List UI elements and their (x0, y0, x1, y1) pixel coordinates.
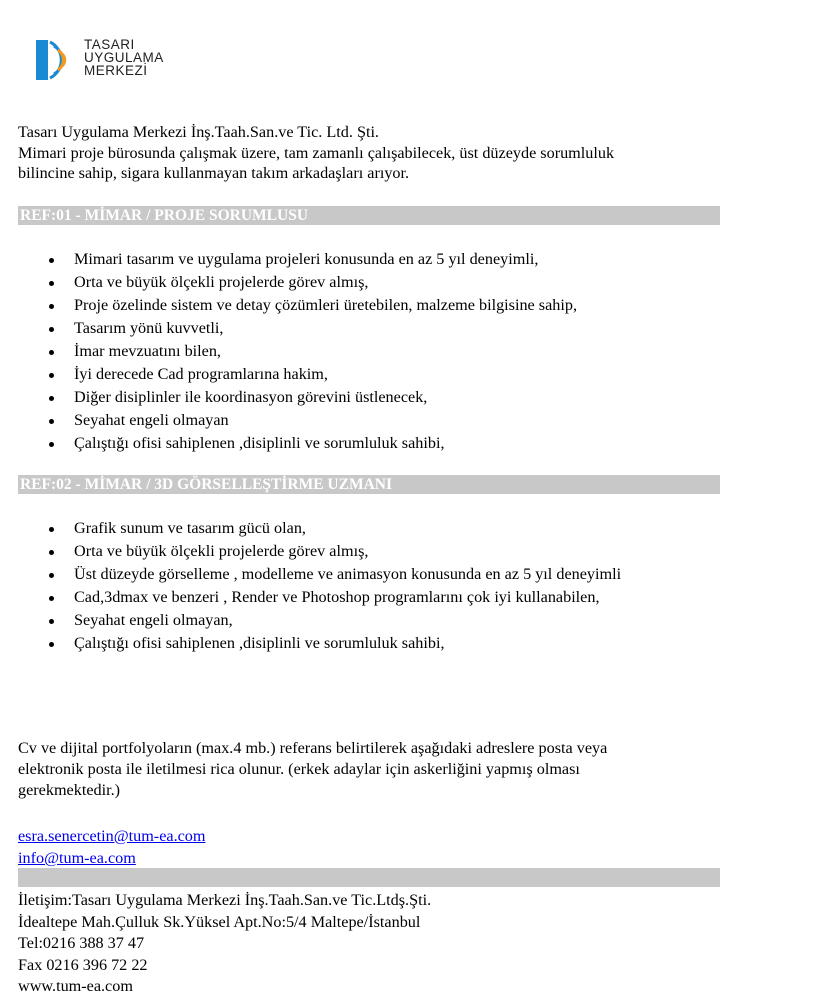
list-item: Diğer disiplinler ile koordinasyon görevini üstlenecek, (18, 386, 577, 409)
company-name: Tasarı Uygulama Merkezi İnş.Taah.San.ve Tic. Ltd. Şti. (18, 123, 379, 141)
instruction-line: elektronik posta ile iletilmesi rica olunur. (erkek adaylar için askerliğini yapmış olması (18, 760, 580, 778)
instruction-line: Cv ve dijital portfolyoların (max.4 mb.) referans belirtilerek aşağıdaki adreslere posta veya (18, 739, 608, 757)
instruction-line: gerekmektedir.) (18, 781, 121, 799)
contact-phone: Tel:0216 388 37 47 (18, 934, 145, 952)
logo-line: TASARI (84, 37, 135, 52)
intro-paragraph (18, 122, 738, 184)
section-heading-text: REF:02 - MİMAR / 3D GÖRSELLEŞTİRME UZMANI (20, 476, 393, 493)
contact-company: İletişim:Tasarı Uygulama Merkezi İnş.Taah.San.ve Tic.Ltdş.Şti. (18, 891, 432, 909)
list-item: İmar mevzuatını bilen, (18, 340, 577, 363)
section-heading-ref02 (18, 475, 720, 494)
contact-address: İdealtepe Mah.Çulluk Sk.Yüksel Apt.No:5/4 Maltepe/İstanbul (18, 912, 421, 931)
logo-mark-icon (36, 38, 80, 82)
list-item: Orta ve büyük ölçekli projelerde görev almış, (18, 271, 577, 294)
company-logo (36, 38, 186, 84)
contact-website: www.tum-ea.com (18, 977, 133, 995)
email-link-info[interactable]: info@tum-ea.com (18, 849, 136, 867)
list-item: Çalıştığı ofisi sahiplenen ,disiplinli ve sorumluluk sahibi, (18, 632, 621, 655)
email-link-esra[interactable]: esra.senercetin@tum-ea.com (18, 827, 206, 845)
list-item: Çalıştığı ofisi sahiplenen ,disiplinli ve sorumluluk sahibi, (18, 432, 577, 455)
application-instructions (18, 738, 738, 801)
list-item: Üst düzeyde görselleme , modelleme ve animasyon konusunda en az 5 yıl deneyimli (18, 563, 621, 586)
intro-line: Mimari proje bürosunda çalışmak üzere, tam zamanlı çalışabilecek, üst düzeyde sorumluluk (18, 143, 615, 162)
list-item: Grafik sunum ve tasarım gücü olan, (18, 517, 621, 540)
logo-line: MERKEZİ (84, 63, 148, 78)
intro-line: bilincine sahip, sigara kullanmayan takım arkadaşları arıyor. (18, 164, 410, 182)
list-item: Proje özelinde sistem ve detay çözümleri üretebilen, malzeme bilgisine sahip, (18, 294, 577, 317)
requirements-list-ref01 (18, 248, 577, 455)
section-heading-ref01 (18, 206, 720, 225)
email-links (18, 825, 205, 869)
list-item: Seyahat engeli olmayan, (18, 609, 621, 632)
section-heading-text: REF:01 - MİMAR / PROJE SORUMLUSU (20, 207, 309, 224)
list-item: Orta ve büyük ölçekli projelerde görev almış, (18, 540, 621, 563)
logo-line: UYGULAMA (84, 50, 164, 65)
list-item: Cad,3dmax ve benzeri , Render ve Photoshop programlarını çok iyi kullanabilen, (18, 586, 621, 609)
list-item: İyi derecede Cad programlarına hakim, (18, 363, 577, 386)
list-item: Tasarım yönü kuvvetli, (18, 317, 577, 340)
logo-wordmark (84, 38, 164, 77)
list-item: Mimari tasarım ve uygulama projeleri konusunda en az 5 yıl deneyimli, (18, 248, 577, 271)
divider-bar (18, 868, 720, 887)
contact-info (18, 890, 431, 998)
requirements-list-ref02 (18, 517, 621, 655)
list-item: Seyahat engeli olmayan (18, 409, 577, 432)
contact-fax: Fax 0216 396 72 22 (18, 955, 148, 974)
